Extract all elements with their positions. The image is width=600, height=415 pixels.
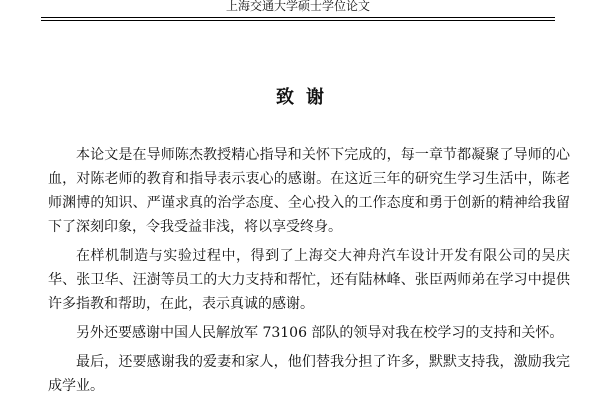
paragraph: 最后，还要感谢我的爱妻和家人，他们替我分担了许多，默默支持我，激励我完成学业。 [48,354,570,394]
acknowledgement-body [48,143,570,403]
paragraph: 在样机制造与实验过程中，得到了上海交大神舟汽车设计开发有限公司的吴庆华、张卫华、汪澍等员工的大力支持和帮忙，还有陆林峰、张臣两师弟在学习中提供许多指教和帮助，在此，表示真诚的感谢。 [48,248,570,312]
running-header-title: 上海交通大学硕士学位论文 [225,0,370,13]
running-header [41,0,555,18]
paragraph: 本论文是在导师陈杰教授精心指导和关怀下完成的，每一章节都凝聚了导师的心血，对陈老师的教育和指导表示衷心的感谢。在这近三年的研究生学习生活中，陈老师渊博的知识、严谨求真的治学态度、全心投入的工作态度和勇于创新的精神给我留下了深刻印象，令我受益非浅，将以享受终身。 [48,147,570,235]
paragraph: 另外还要感谢中国人民解放军 73106 部队的领导对我在校学习的支持和关怀。 [76,325,564,341]
page-title: 致谢 [276,87,336,108]
